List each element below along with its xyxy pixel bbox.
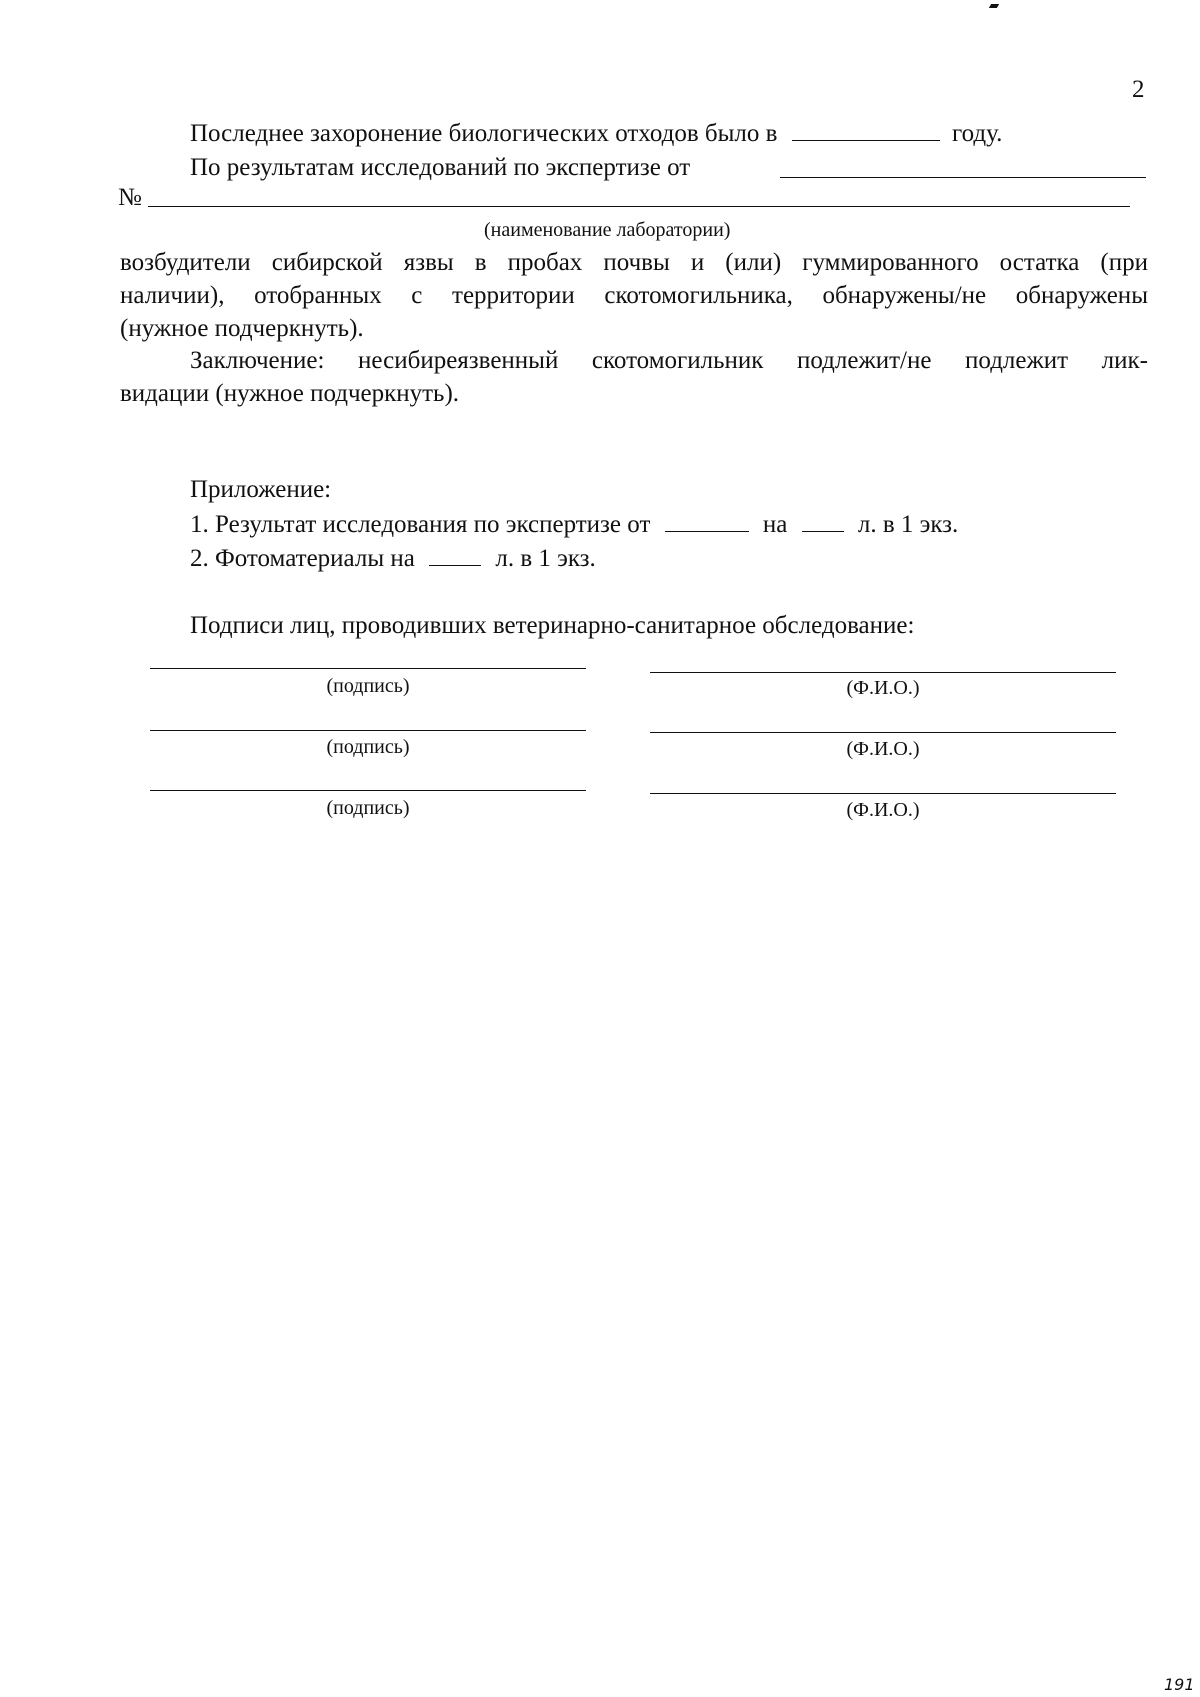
appendix-item-1-date-blank[interactable]: [665, 509, 749, 532]
expertise-text: По результатам исследований по экспертизе от: [190, 154, 691, 181]
result-para-line-2: наличии), отобранных с территории скотомогильника, обнаружены/не обнаружены: [120, 282, 1148, 309]
conclusion-line-1: Заключение: несибиреязвенный скотомогильник подлежит/не подлежит лик-: [190, 347, 1148, 374]
scan-mark: [989, 4, 999, 8]
signature-line-2[interactable]: [150, 730, 586, 731]
appendix-item-2-text: 2. Фотоматериалы на: [190, 545, 415, 572]
burial-year-line: [190, 118, 1002, 150]
appendix-item-1-pages-blank[interactable]: [802, 509, 844, 532]
name-caption-1: (Ф.И.О.): [846, 677, 920, 699]
signature-caption-3: (подпись): [326, 797, 410, 819]
signature-line-3[interactable]: [150, 790, 586, 791]
number-label: №: [118, 184, 142, 211]
name-line-3[interactable]: [650, 793, 1116, 794]
name-line-2[interactable]: [650, 732, 1116, 733]
appendix-item-1-on: на: [762, 511, 788, 538]
appendix-item-2-copies: л. в 1 экз.: [495, 545, 596, 572]
result-para-line-1: возбудители сибирской язвы в пробах почвы и (или) гуммированного остатка (при: [120, 249, 1148, 276]
signatures-heading: Подписи лиц, проводивших ветеринарно-санитарное обследование:: [190, 612, 915, 639]
appendix-item-1-text: 1. Результат исследования по экспертизе от: [190, 511, 651, 538]
name-caption-3: (Ф.И.О.): [846, 799, 920, 821]
conclusion-line-2: видации (нужное подчеркнуть).: [120, 380, 460, 407]
burial-year-text: Последнее захоронение биологических отходов было в: [190, 120, 778, 147]
appendix-item-1-copies: л. в 1 экз.: [857, 511, 959, 538]
appendix-item-2: [190, 543, 596, 575]
signature-caption-1: (подпись): [326, 675, 410, 697]
appendix-item-1: [190, 509, 958, 541]
signature-line-1[interactable]: [150, 668, 586, 669]
name-line-1[interactable]: [650, 672, 1116, 673]
corner-note: 191: [1164, 1675, 1195, 1694]
expertise-line: [190, 152, 690, 184]
burial-year-blank[interactable]: [792, 118, 940, 141]
page-number: 2: [1132, 76, 1145, 103]
lab-name-caption: (наименование лаборатории): [484, 219, 731, 241]
signature-caption-2: (подпись): [326, 736, 410, 758]
expertise-date-blank[interactable]: [780, 177, 1146, 178]
burial-year-suffix: году.: [951, 120, 1003, 147]
appendix-title: Приложение:: [190, 476, 332, 503]
result-para-line-3: (нужное подчеркнуть).: [120, 315, 364, 342]
lab-name-blank[interactable]: [148, 206, 1130, 207]
name-caption-2: (Ф.И.О.): [846, 738, 920, 760]
appendix-item-2-pages-blank[interactable]: [429, 543, 481, 566]
